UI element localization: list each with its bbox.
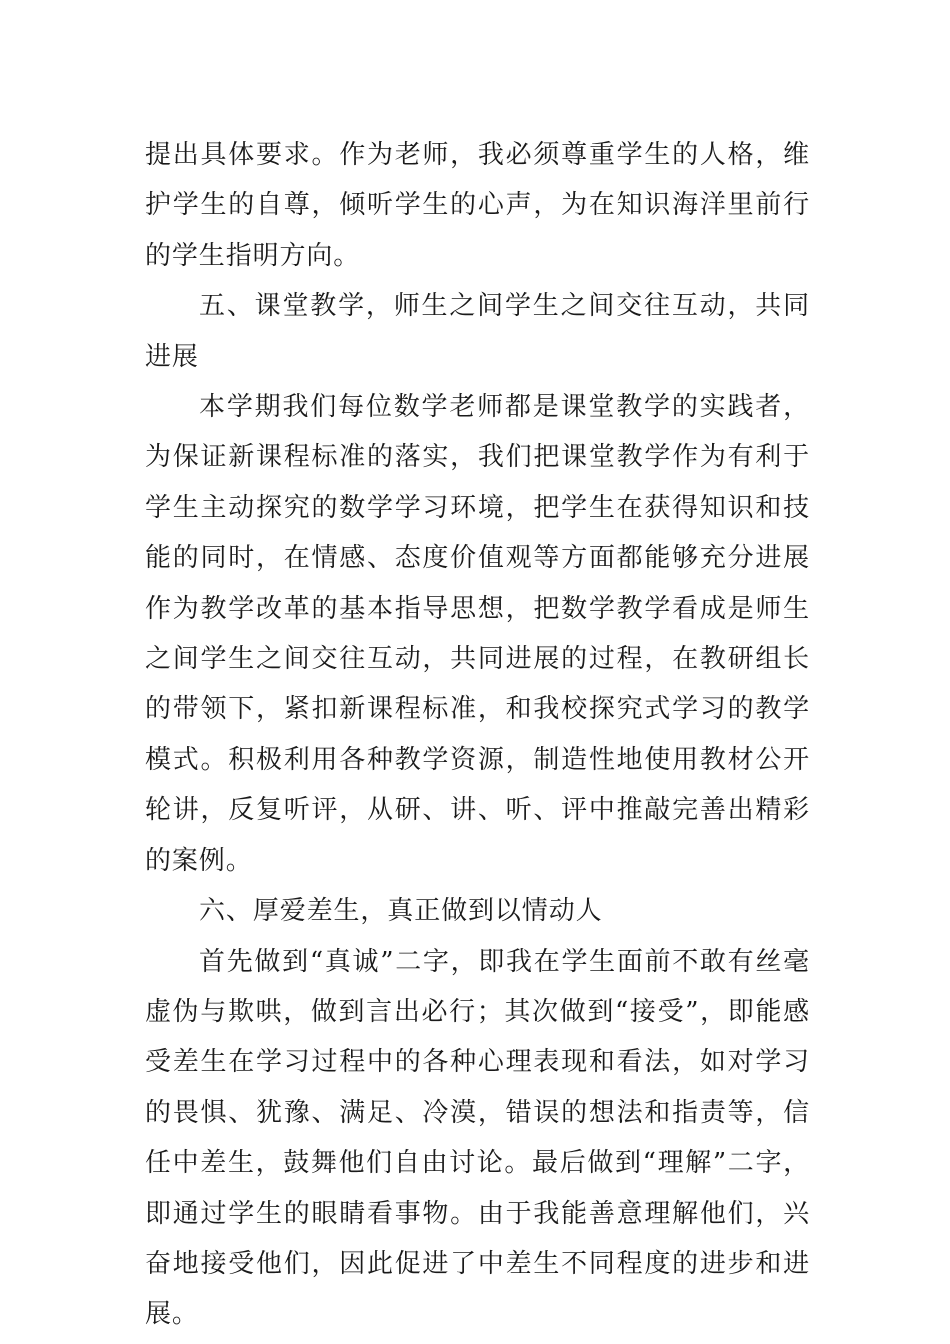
paragraph-continuation: 提出具体要求。作为老师，我必须尊重学生的人格，维护学生的自尊，倾听学生的心声，为在知识海洋里前行的学生指明方向。 xyxy=(145,140,810,271)
document-body xyxy=(145,130,810,1340)
section-heading-six: 六、厚爱差生，真正做到以情动人 xyxy=(199,896,603,927)
paragraph-caring-students: 首先做到“真诚”二字，即我在学生面前不敢有丝毫虚伪与欺哄，做到言出必行；其次做到“接受”，即能感受差生在学习过程中的各种心理表现和看法，如对学习的畏惧、犹豫、满足、冷漠，错误的想法和指责等，信任中差生，鼓舞他们自由讨论。最后做到“理解”二字，即通过学生的眼睛看事物。由于我能善意理解他们，兴奋地接受他们，因此促进了中差生不同程度的进步和进展。 xyxy=(145,946,810,1330)
section-heading-five: 五、课堂教学，师生之间学生之间交往互动，共同进展 xyxy=(145,291,810,372)
paragraph-classroom-teaching: 本学期我们每位数学老师都是课堂教学的实践者，为保证新课程标准的落实，我们把课堂教学作为有利于学生主动探究的数学学习环境，把学生在获得知识和技能的同时，在情感、态度价值观等方面都能够充分进展作为教学改革的基本指导思想，把数学教学看成是师生之间学生之间交往互动，共同进展的过程，在教研组长的带领下，紧扣新课程标准，和我校探究式学习的教学模式。积极利用各种教学资源，制造性地使用教材公开轮讲，反复听评，从研、讲、听、评中推敲完善出精彩的案例。 xyxy=(145,392,810,876)
